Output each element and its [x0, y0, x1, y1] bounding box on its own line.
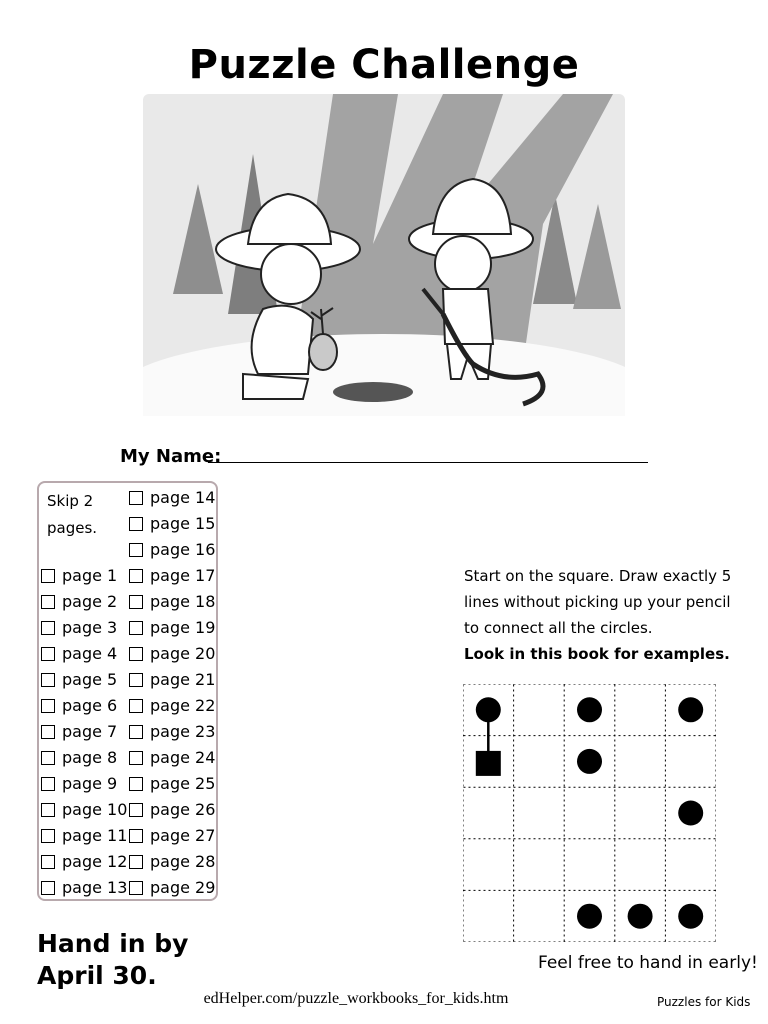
page-checkbox-row[interactable]: [41, 592, 117, 611]
page-checkbox-row[interactable]: [129, 774, 215, 793]
puzzle-instructions: [464, 563, 764, 667]
checkbox-label: page 11: [62, 826, 128, 845]
illustration-kids-planting-tree: [143, 94, 625, 416]
checkbox[interactable]: [41, 725, 55, 739]
checkbox[interactable]: [129, 595, 143, 609]
footer-brand: Puzzles for Kids: [657, 995, 751, 1009]
page-checkbox-row[interactable]: [129, 800, 215, 819]
puzzle-circle: [577, 749, 602, 774]
checkbox-label: page 6: [62, 696, 118, 715]
checkbox[interactable]: [41, 699, 55, 713]
page-checkbox-row[interactable]: [129, 618, 215, 637]
page-checkbox-row[interactable]: [129, 566, 215, 585]
hand-in-line2: April 30.: [37, 961, 157, 990]
page-checkbox-row[interactable]: [41, 722, 117, 741]
instruction-note: Look in this book for examples.: [464, 645, 730, 663]
checkbox[interactable]: [41, 595, 55, 609]
checkbox[interactable]: [129, 855, 143, 869]
page-checkbox-row[interactable]: [129, 852, 215, 871]
checkbox-label: page 17: [150, 566, 216, 585]
page-checkbox-row[interactable]: [129, 748, 215, 767]
instruction-line: lines without picking up your pencil: [464, 593, 731, 611]
page-checklist: [37, 481, 218, 901]
checkbox-label: page 16: [150, 540, 216, 559]
checkbox[interactable]: [129, 803, 143, 817]
checkbox[interactable]: [41, 647, 55, 661]
dot-puzzle-grid[interactable]: [463, 684, 716, 942]
hand-in-line1: Hand in by: [37, 929, 189, 958]
checkbox-label: page 26: [150, 800, 216, 819]
name-blank-line[interactable]: [208, 462, 648, 463]
checkbox[interactable]: [129, 673, 143, 687]
checkbox-label: page 21: [150, 670, 216, 689]
checkbox[interactable]: [129, 647, 143, 661]
checkbox[interactable]: [41, 569, 55, 583]
page-checkbox-row[interactable]: [129, 488, 215, 507]
checkbox-label: page 3: [62, 618, 118, 637]
instruction-line: Start on the square. Draw exactly 5: [464, 567, 732, 585]
puzzle-circle: [476, 697, 501, 722]
checkbox-label: page 19: [150, 618, 216, 637]
checkbox-label: page 27: [150, 826, 216, 845]
page-checkbox-row[interactable]: [129, 644, 215, 663]
page-checkbox-row[interactable]: [129, 514, 215, 533]
page-checkbox-row[interactable]: [41, 852, 127, 871]
puzzle-circle: [628, 904, 653, 929]
checkbox-label: page 5: [62, 670, 118, 689]
checkbox-label: page 25: [150, 774, 216, 793]
checkbox[interactable]: [41, 829, 55, 843]
checkbox[interactable]: [129, 777, 143, 791]
checkbox[interactable]: [129, 517, 143, 531]
checkbox-label: page 14: [150, 488, 216, 507]
checkbox-label: page 12: [62, 852, 128, 871]
checkbox-label: page 9: [62, 774, 118, 793]
page-checkbox-row[interactable]: [129, 592, 215, 611]
page-checkbox-row[interactable]: [129, 540, 215, 559]
page-checkbox-row[interactable]: [41, 618, 117, 637]
checkbox[interactable]: [41, 673, 55, 687]
page-checkbox-row[interactable]: [41, 644, 117, 663]
checkbox[interactable]: [41, 751, 55, 765]
checkbox-label: page 2: [62, 592, 118, 611]
checkbox-label: page 24: [150, 748, 216, 767]
checkbox-label: page 10: [62, 800, 128, 819]
page-checkbox-row[interactable]: [41, 800, 127, 819]
checkbox[interactable]: [129, 543, 143, 557]
puzzle-circle: [577, 697, 602, 722]
page-checkbox-row[interactable]: [129, 826, 215, 845]
name-label: My Name:: [120, 446, 222, 467]
skip-note-line2: pages.: [47, 519, 98, 537]
checkbox[interactable]: [129, 725, 143, 739]
early-note: Feel free to hand in early!: [538, 953, 758, 973]
checkbox[interactable]: [129, 881, 143, 895]
page-title: Puzzle Challenge: [188, 42, 580, 88]
page-checkbox-row[interactable]: [129, 878, 215, 897]
page-checkbox-row[interactable]: [129, 696, 215, 715]
puzzle-circle: [678, 801, 703, 826]
page-checkbox-row[interactable]: [129, 670, 215, 689]
checkbox-label: page 20: [150, 644, 216, 663]
checkbox-label: page 29: [150, 878, 216, 897]
checkbox[interactable]: [41, 621, 55, 635]
checkbox[interactable]: [41, 803, 55, 817]
checkbox-label: page 1: [62, 566, 118, 585]
checkbox[interactable]: [41, 855, 55, 869]
checkbox[interactable]: [129, 491, 143, 505]
page-checkbox-row[interactable]: [41, 748, 117, 767]
page-checkbox-row[interactable]: [41, 878, 127, 897]
checkbox[interactable]: [129, 621, 143, 635]
checkbox[interactable]: [129, 751, 143, 765]
footer-url: edHelper.com/puzzle_workbooks_for_kids.htm: [203, 990, 509, 1007]
checkbox-label: page 23: [150, 722, 216, 741]
checkbox-label: page 18: [150, 592, 216, 611]
page-checkbox-row[interactable]: [41, 826, 127, 845]
checkbox-label: page 13: [62, 878, 128, 897]
checkbox[interactable]: [41, 777, 55, 791]
checkbox-label: page 8: [62, 748, 118, 767]
skip-note-line1: Skip 2: [47, 492, 94, 510]
page-checkbox-row[interactable]: [41, 696, 117, 715]
instruction-line: to connect all the circles.: [464, 619, 653, 637]
puzzle-circle: [678, 697, 703, 722]
page-checkbox-row[interactable]: [41, 670, 117, 689]
checkbox-label: page 7: [62, 722, 118, 741]
hand-in-deadline: [37, 928, 188, 992]
checkbox-label: page 4: [62, 644, 118, 663]
page-checkbox-row[interactable]: [41, 774, 117, 793]
checkbox[interactable]: [41, 881, 55, 895]
checkbox-label: page 15: [150, 514, 216, 533]
checkbox-label: page 28: [150, 852, 216, 871]
page-checkbox-row[interactable]: [129, 722, 215, 741]
puzzle-circle: [577, 904, 602, 929]
start-square: [476, 751, 501, 776]
puzzle-circle: [678, 904, 703, 929]
checkbox[interactable]: [129, 829, 143, 843]
checkbox[interactable]: [129, 699, 143, 713]
page-checkbox-row[interactable]: [41, 566, 117, 585]
checkbox[interactable]: [129, 569, 143, 583]
checkbox-label: page 22: [150, 696, 216, 715]
